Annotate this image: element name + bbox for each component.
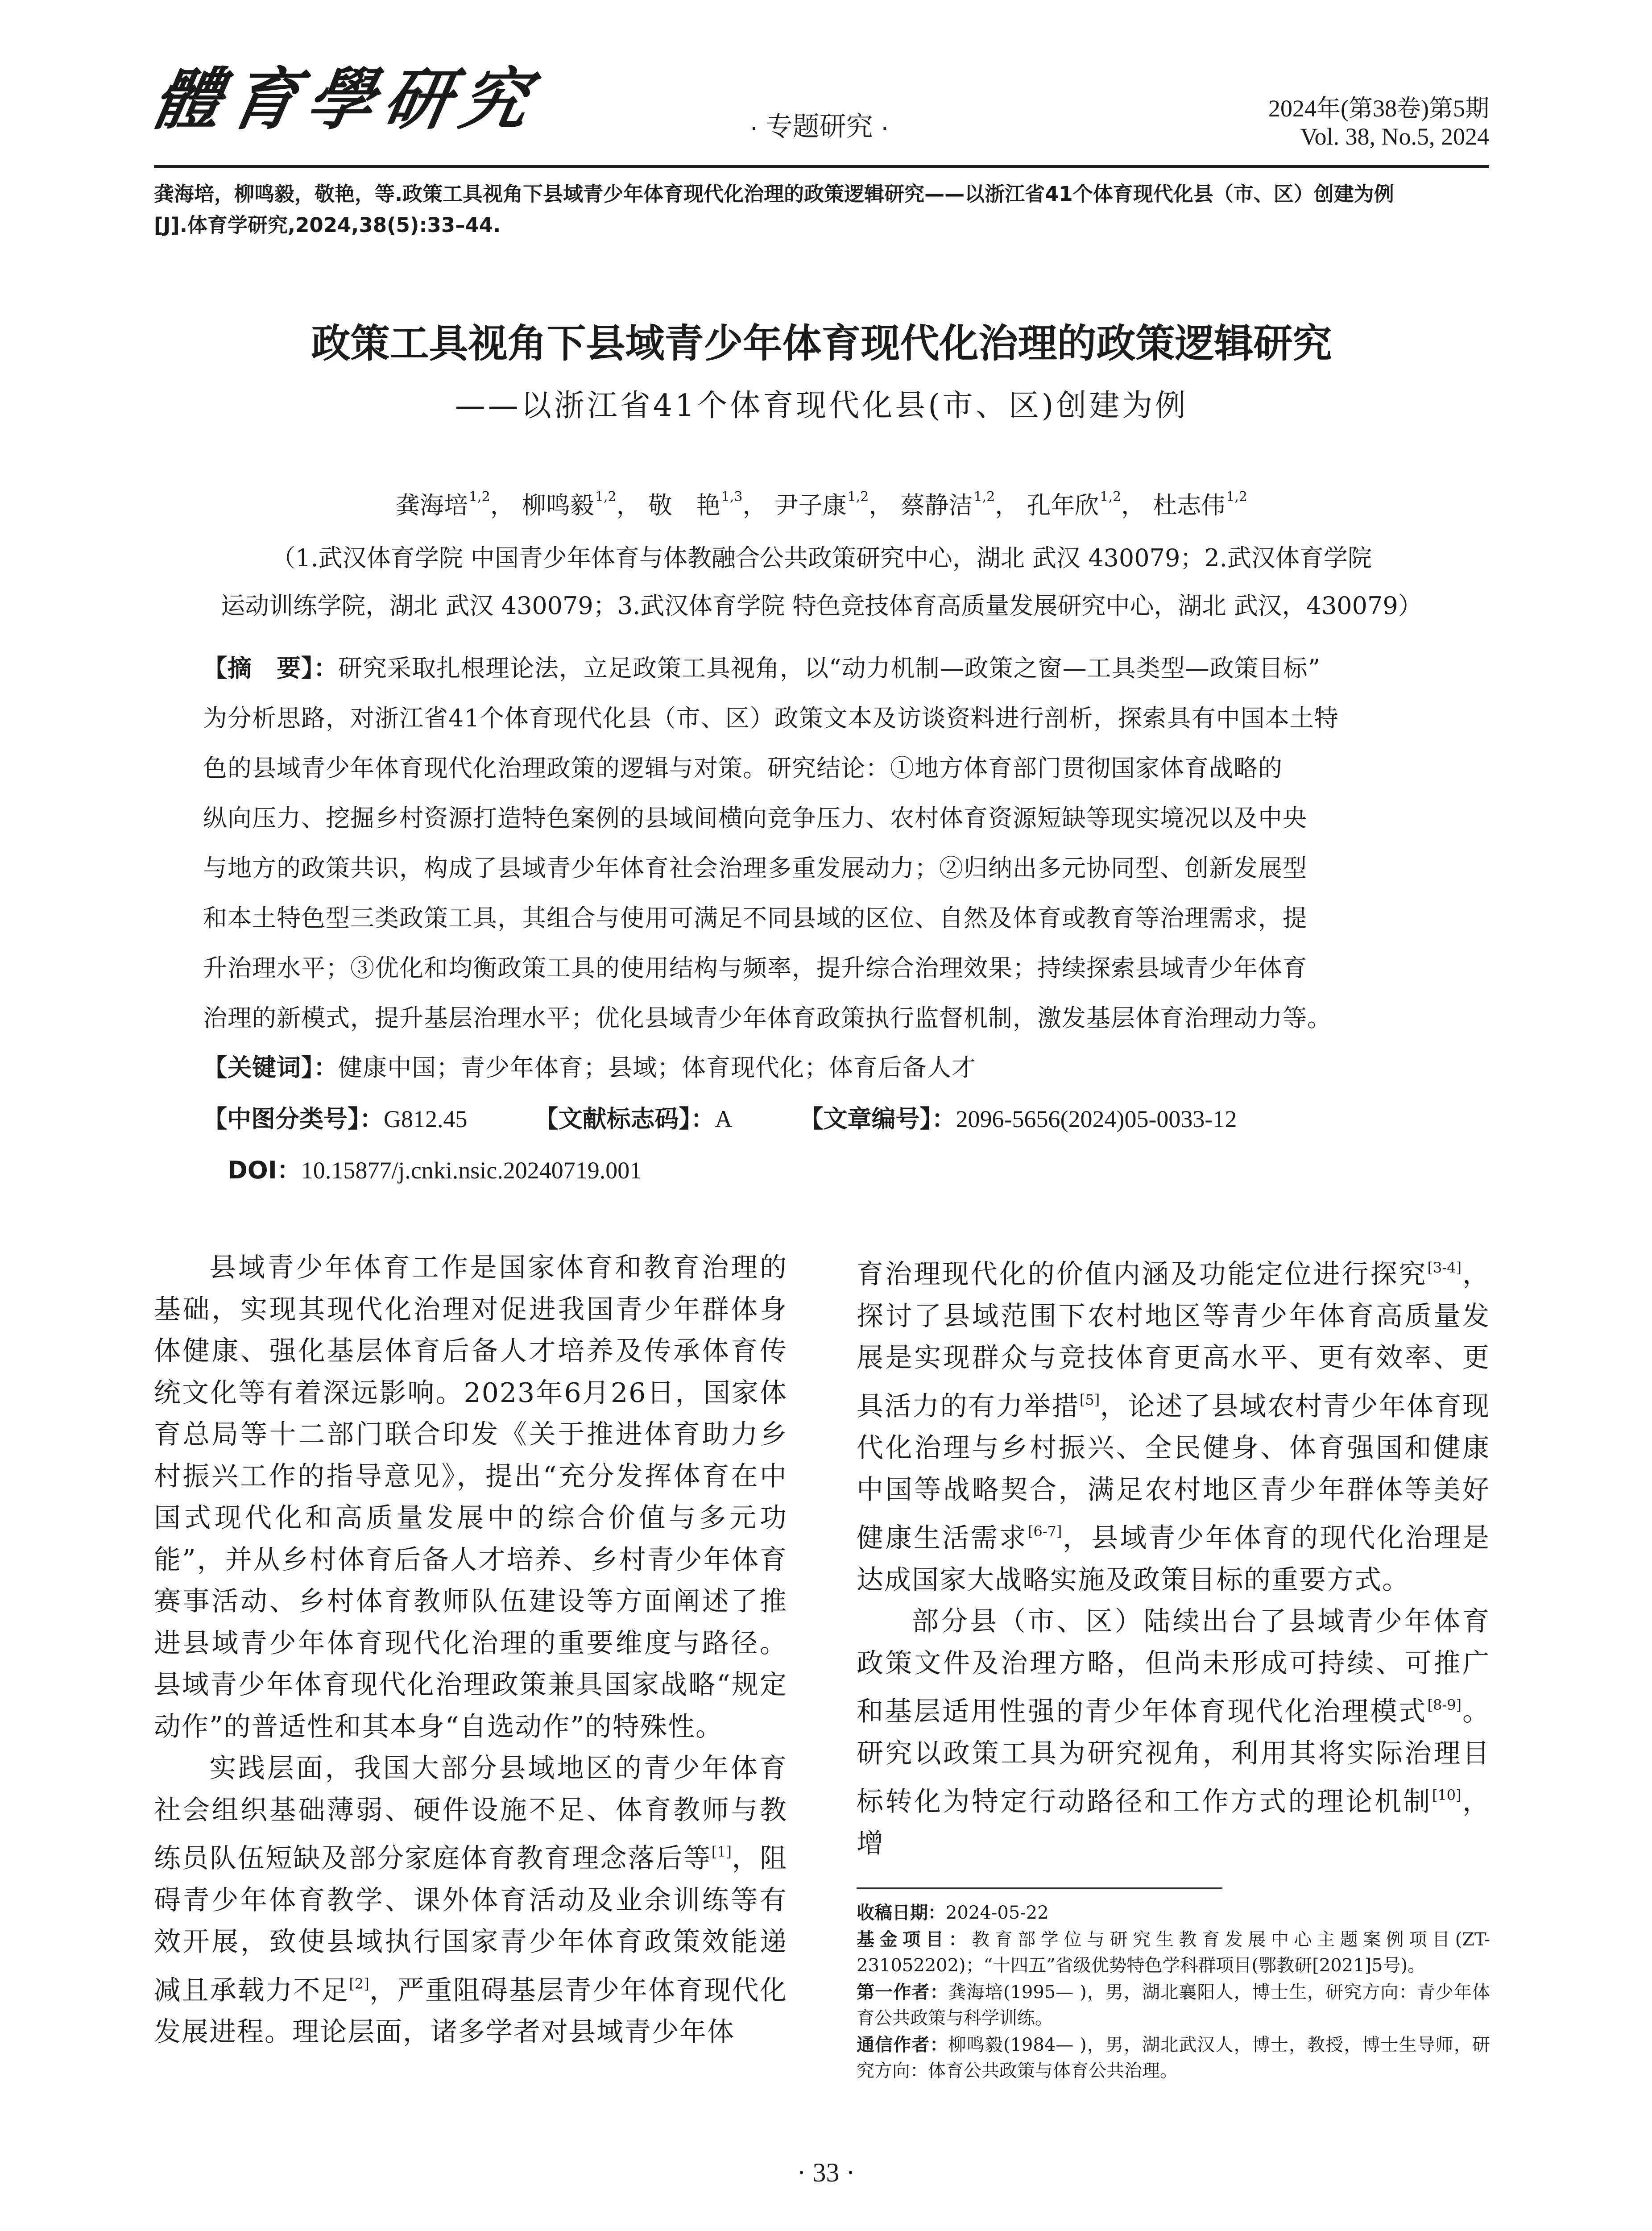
doi-value: 10.15877/j.cnki.nsic.20240719.001	[301, 1157, 642, 1184]
author-affiliation-mark: 1,2	[1226, 489, 1248, 505]
author-name: 柳鸣毅	[522, 491, 594, 519]
reference-mark[interactable]: [6-7]	[1027, 1523, 1062, 1540]
reference-mark[interactable]: [8-9]	[1427, 1696, 1462, 1713]
doi-label: DOI：	[228, 1156, 301, 1184]
footnote-received: 收稿日期：2024-05-22	[857, 1903, 1049, 1923]
issue-info-en: Vol. 38, No.5, 2024	[1300, 123, 1489, 150]
footnotes	[857, 1900, 1490, 2085]
article-no-label: 【文章编号】：	[799, 1105, 956, 1133]
author-affiliation-mark: 1,2	[1100, 489, 1122, 505]
abstract-line: 【摘 要】：研究采取扎根理论法，立足政策工具视角，以“动力机制—政策之窗—工具类型—政策目标”	[203, 654, 1321, 682]
citation-line-2: [J].体育学研究,2024,38(5):33–44.	[154, 213, 501, 237]
abstract-line: 治理的新模式，提升基层治理水平；优化县域青少年体育政策执行监督机制，激发基层体育治理动力等。	[203, 1004, 1332, 1032]
reference-mark[interactable]: [2]	[349, 1975, 369, 1992]
author-name: 尹子康	[774, 491, 847, 519]
citation-line-1: 龚海培，柳鸣毅，敬艳，等.政策工具视角下县域青少年体育现代化治理的政策逻辑研究——以浙江省41个体育现代化县（市、区）创建为例	[154, 182, 1394, 206]
issue-info-cn: 2024年(第38卷)第5期	[1268, 95, 1489, 122]
author-affiliation-mark: 1,2	[595, 489, 617, 505]
author-name: 蔡静洁	[900, 491, 973, 519]
keywords	[203, 1049, 1452, 1083]
abstract-line: 和本土特色型三类政策工具，其组合与使用可满足不同县域的区位、自然及体育或教育等治理需求，提	[203, 904, 1307, 932]
author-list: 龚海培$^{1,2}$， 柳鸣毅$^{1,2}$， 敬 艳$^{1,3}$， 尹子康$^{1,2}$， 蔡静洁$^{1,2}$， 孔年欣$^{1,2}$， 杜志伟$^{1,2}$	[395, 489, 1248, 519]
article-subtitle: ——以浙江省41个体育现代化县(市、区)创建为例	[455, 388, 1188, 423]
abstract-label: 【摘 要】：	[203, 654, 338, 682]
author-name: 敬 艳	[648, 491, 720, 519]
abstract-line: 升治理水平；③优化和均衡政策工具的使用结构与频率，提升综合治理效果；持续探索县域青少年体育	[203, 954, 1307, 982]
author-affiliation-mark: 1,2	[973, 489, 995, 505]
footnote-funding: 基金项目：教育部学位与研究生教育发展中心主题案例项目(ZT-231052202)；“十四五”省级优势特色学科群项目(鄂教研[2021]5号)。	[857, 1929, 1491, 1976]
column-label: · 专题研究 ·	[749, 112, 890, 141]
page-number: · 33 ·	[797, 2158, 855, 2187]
abstract-line: 为分析思路，对浙江省41个体育现代化县（市、区）政策文本及访谈资料进行剖析，探索具有中国本土特	[203, 704, 1339, 732]
keywords-text: 健康中国；青少年体育；县域；体育现代化；体育后备人才	[338, 1053, 976, 1082]
footnote-first-author: 第一作者：龚海培(1995— )，男，湖北襄阳人，博士生，研究方向：青少年体育公共政策与科学训练。	[857, 1982, 1490, 2028]
abstract-line: 色的县域青少年体育现代化治理政策的逻辑与对策。研究结论：①地方体育部门贯彻国家体育战略的	[203, 754, 1283, 782]
reference-mark[interactable]: [10]	[1432, 1787, 1462, 1804]
body-paragraph: 实践层面，我国大部分县域地区的青少年体育社会组织基础薄弱、硬件设施不足、体育教师与教练员队伍短缺及部分家庭体育教育理念落后等[1]，阻碍青少年体育教学、课外体育活动及业余训练等有效开展，致使县域执行国家青少年体育政策效能递减且承载力不足[2]，严重阻碍基层青少年体育现代化发展进程。理论层面，诸多学者对县域青少年体	[154, 1753, 788, 2048]
body-paragraph: 育治理现代化的价值内涵及功能定位进行探究[3-4]，探讨了县域范围下农村地区等青少年体育高质量发展是实现群众与竞技体育更高水平、更有效率、更具活力的有力举措[5]，论述了县域农村青少年体育现代化治理与乡村振兴、全民健身、体育强国和健康中国等战略契合，满足农村地区青少年群体等美好健康生活需求[6-7]，县域青少年体育的现代化治理是达成国家大战略实施及政策目标的重要方式。	[857, 1259, 1491, 1596]
abstract-line: 纵向压力、挖掘乡村资源打造特色案例的县域间横向竞争压力、农村体育资源短缺等现实境况以及中央	[203, 804, 1307, 832]
article-no-value: 2096-5656(2024)05-0033-12	[956, 1106, 1237, 1132]
doi	[228, 1151, 642, 1186]
doc-code-value: A	[715, 1106, 733, 1132]
author-name: 杜志伟	[1153, 491, 1226, 519]
reference-mark[interactable]: [3-4]	[1427, 1259, 1462, 1276]
body-column-right	[857, 1247, 1490, 1865]
header-rule	[154, 165, 1489, 168]
keywords-label: 【关键词】：	[203, 1053, 338, 1082]
affiliation-line-1: （1.武汉体育学院 中国青少年体育与体教融合公共政策研究中心，湖北 武汉 430079；2.武汉体育学院	[271, 544, 1372, 572]
author-affiliation-mark: 1,2	[847, 489, 869, 505]
classification-label: 【中图分类号】：	[203, 1105, 384, 1133]
author-affiliation-mark: 1,3	[721, 489, 743, 505]
journal-logo: 體育學研究	[147, 63, 544, 137]
classification-value: G812.45	[384, 1106, 468, 1132]
body-paragraph: 县域青少年体育工作是国家体育和教育治理的基础，实现其现代化治理对促进我国青少年群体身体健康、强化基层体育后备人才培养及传承体育传统文化等有着深远影响。2023年6月26日，国家体育总局等十二部门联合印发《关于推进体育助力乡村振兴工作的指导意见》，提出“充分发挥体育在中国式现代化和高质量发展中的综合价值与多元功能”，并从乡村体育后备人才培养、乡村青少年体育赛事活动、乡村体育教师队伍建设等方面阐述了推进县域青少年体育现代化治理的重要维度与路径。县域青少年体育现代化治理政策兼具国家战略“规定动作”的普适性和其本身“自选动作”的特殊性。	[154, 1252, 787, 1742]
article-title: 政策工具视角下县域青少年体育现代化治理的政策逻辑研究	[311, 320, 1332, 366]
article-meta	[203, 1100, 1237, 1134]
author-name: 孔年欣	[1027, 491, 1099, 519]
footnote-corresponding-author: 通信作者：柳鸣毅(1984— )，男，湖北武汉人，博士，教授，博士生导师，研究方向：体育公共政策与体育公共治理。	[857, 2035, 1490, 2081]
reference-mark[interactable]: [1]	[711, 1843, 732, 1860]
author-affiliation-mark: 1,2	[468, 489, 490, 505]
affiliation-line-2: 运动训练学院，湖北 武汉 430079；3.武汉体育学院 特色竞技体育高质量发展研究中心，湖北 武汉，430079）	[221, 592, 1422, 620]
body-paragraph: 部分县（市、区）陆续出台了县域青少年体育政策文件及治理方略，但尚未形成可持续、可推广和基层适用性强的青少年体育现代化治理模式[8-9]。研究以政策工具为研究视角，利用其将实际治理目标转化为特定行动路径和工作方式的理论机制[10]，增	[857, 1606, 1491, 1859]
author-name: 龚海培	[395, 491, 468, 519]
abstract-line: 与地方的政策共识，构成了县域青少年体育社会治理多重发展动力；②归纳出多元协同型、创新发展型	[203, 854, 1307, 882]
footnote-rule	[857, 1887, 1222, 1889]
doc-code-label: 【文献标志码】：	[534, 1105, 715, 1133]
body-column-left	[154, 1247, 787, 2053]
reference-mark[interactable]: [5]	[1079, 1391, 1100, 1408]
